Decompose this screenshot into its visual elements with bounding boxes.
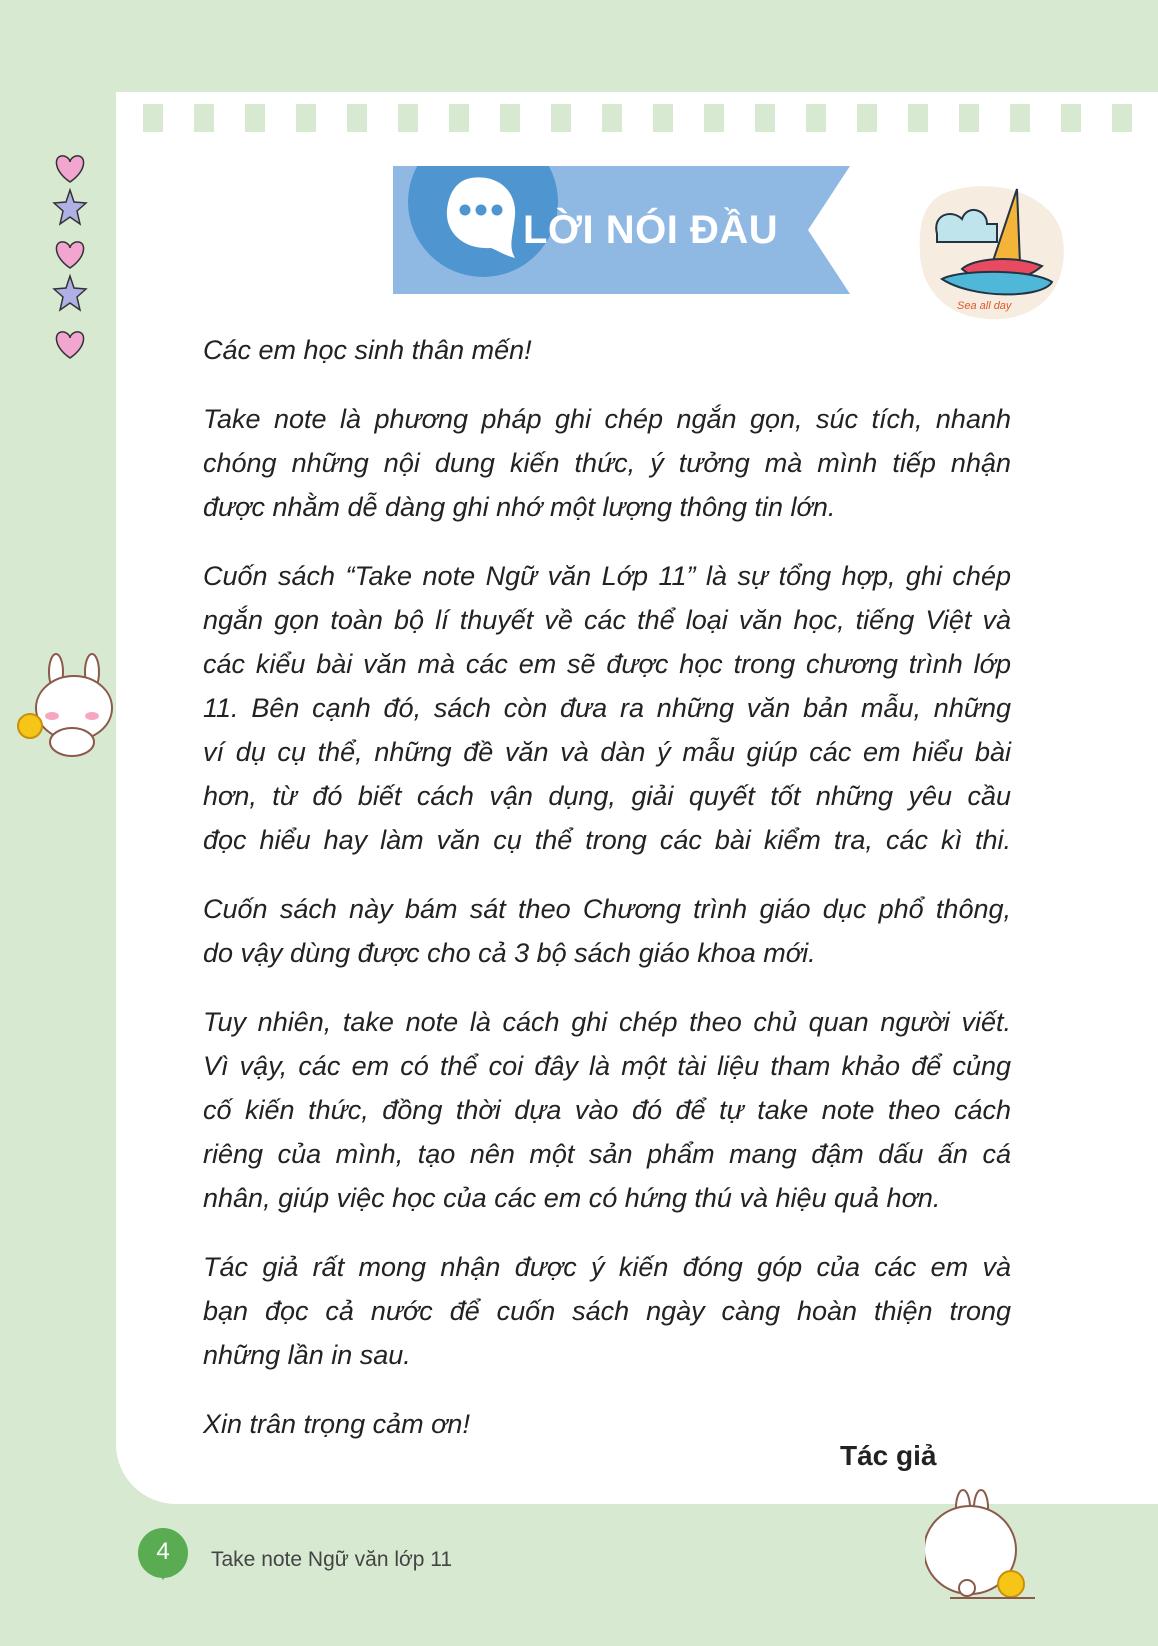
text-line: Các em học sinh thân mến! <box>203 335 532 365</box>
paragraph <box>203 1000 1011 1220</box>
text-line: những lần in sau. <box>203 1340 411 1370</box>
text-line: nhân, giúp việc học của các em có hứng thú và hiệu quả hơn. <box>203 1183 941 1213</box>
text-line: bạn đọc cả nước để cuốn sách ngày càng hoàn thiện trong <box>203 1296 1011 1326</box>
text-line: Tuy nhiên, take note là cách ghi chép theo chủ quan người viết. <box>203 1007 1011 1037</box>
paragraph <box>203 328 1011 372</box>
footer-book-title: Take note Ngữ văn lớp 11 <box>211 1548 453 1571</box>
paragraph <box>203 397 1011 529</box>
page-number-badge: 4 <box>138 1528 188 1578</box>
text-line: đọc hiểu hay làm văn cụ thể trong các bài kiểm tra, các kì thi. <box>203 825 1011 855</box>
paragraph <box>203 554 1011 862</box>
bunny-left-icon <box>14 650 114 760</box>
text-line: các kiểu bài văn mà các em sẽ được học trong chương trình lớp <box>203 649 1011 679</box>
text-line: Xin trân trọng cảm ơn! <box>203 1409 470 1439</box>
page-title: LỜI NÓI ĐẦU <box>523 208 779 252</box>
author-signature: Tác giả <box>840 1440 937 1471</box>
title-banner <box>393 166 850 294</box>
text-line: ngắn gọn toàn bộ lí thuyết về các thể loại văn học, tiếng Việt và <box>203 605 1011 635</box>
text-line: cố kiến thức, đồng thời dựa vào đó để tự take note theo cách <box>203 1095 1011 1125</box>
bunny-bottom-icon <box>925 1488 1040 1603</box>
text-line: ví dụ cụ thể, những đề văn và dàn ý mẫu giúp các em hiểu bài <box>203 737 1011 767</box>
sticker-caption: Sea all day <box>957 300 1012 312</box>
sailboat-sticker-icon <box>912 174 1072 324</box>
text-line: Cuốn sách này bám sát theo Chương trình giáo dục phổ thông, <box>203 894 1011 924</box>
text-line: do vậy dùng được cho cả 3 bộ sách giáo khoa mới. <box>203 938 816 968</box>
text-line: được nhằm dễ dàng ghi nhớ một lượng thông tin lớn. <box>203 492 836 522</box>
text-line: 11. Bên cạnh đó, sách còn đưa ra những văn bản mẫu, những <box>203 693 1011 723</box>
text-line: Take note là phương pháp ghi chép ngắn gọn, súc tích, nhanh <box>203 404 1011 434</box>
text-line: riêng của mình, tạo nên một sản phẩm mang đậm dấu ấn cá <box>203 1139 1011 1169</box>
preface-body <box>203 328 1011 1471</box>
paragraph <box>203 1245 1011 1377</box>
paragraph <box>203 887 1011 975</box>
text-line: Cuốn sách “Take note Ngữ văn Lớp 11” là sự tổng hợp, ghi chép <box>203 561 1011 591</box>
notebook-tab-edge <box>116 104 1158 132</box>
text-line: Vì vậy, các em có thể coi đây là một tài liệu tham khảo để củng <box>203 1051 1011 1081</box>
text-line: chóng những nội dung kiến thức, ý tưởng mà mình tiếp nhận <box>203 448 1011 478</box>
hearts-stars-decoration-icon <box>50 150 90 360</box>
text-line: hơn, từ đó biết cách vận dụng, giải quyết tốt những yêu cầu <box>203 781 1011 811</box>
text-line: Tác giả rất mong nhận được ý kiến đóng góp của các em và <box>203 1252 1011 1282</box>
